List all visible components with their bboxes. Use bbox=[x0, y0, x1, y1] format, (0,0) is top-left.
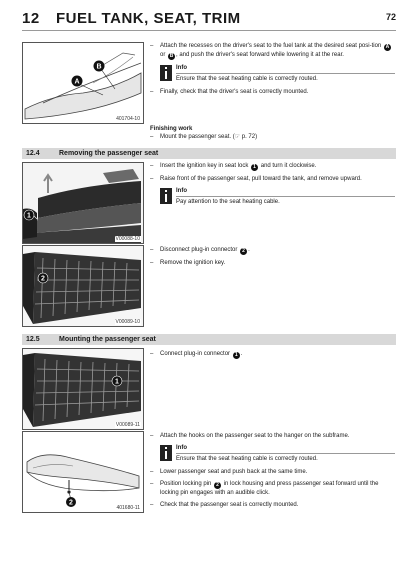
chapter-number: 12 bbox=[22, 10, 40, 27]
info-icon bbox=[160, 65, 172, 81]
info-box bbox=[160, 444, 395, 463]
info-icon bbox=[160, 188, 172, 204]
svg-text:2: 2 bbox=[41, 275, 45, 283]
figure-code: V00088-10 bbox=[115, 236, 140, 242]
section-header-12-5 bbox=[22, 334, 396, 345]
step: – Remove the ignition key. bbox=[150, 260, 226, 266]
header-divider bbox=[22, 30, 396, 31]
callout-1-badge: 1 bbox=[233, 352, 240, 359]
driver-seat-drawing bbox=[23, 43, 143, 123]
figure-code: V00089-11 bbox=[115, 422, 140, 428]
step: – Position locking pin 2 in lock housing and press passenger seat forward until the locking pin engages with an audible click. bbox=[150, 481, 379, 496]
step: – Connect plug-in connector 1 . bbox=[150, 351, 243, 358]
connect-plug-drawing bbox=[23, 349, 143, 429]
callout-1-badge: 1 bbox=[251, 164, 258, 171]
info-box bbox=[160, 64, 395, 83]
info-box bbox=[160, 187, 395, 206]
callout-2-badge: 2 bbox=[240, 248, 247, 255]
finishing-work bbox=[150, 125, 395, 145]
step: – Mount the passenger seat. (☞ p. 72) bbox=[150, 134, 258, 140]
callout-a-label: A bbox=[74, 78, 80, 86]
step: – Raise front of the passenger seat, pull toward the tank, and remove upward. bbox=[150, 176, 362, 182]
info-text: Pay attention to the seat heating cable. bbox=[176, 199, 280, 205]
seat-lock-drawing bbox=[23, 163, 143, 243]
step: – Disconnect plug-in connector 2 . bbox=[150, 247, 250, 254]
locking-pin-drawing bbox=[23, 432, 143, 512]
chapter-title: FUEL TANK, SEAT, TRIM bbox=[56, 10, 241, 27]
svg-text:1: 1 bbox=[115, 378, 119, 386]
callout-b-badge: B bbox=[169, 53, 174, 59]
finishing-work-title: Finishing work bbox=[150, 126, 193, 132]
mount-seat-instructions bbox=[150, 350, 395, 363]
callout-2-badge: 2 bbox=[214, 482, 221, 489]
page-header bbox=[22, 10, 396, 28]
driver-seat-instructions bbox=[150, 42, 395, 100]
section-number: 12.4 bbox=[26, 150, 40, 157]
figure-code: 401680-11 bbox=[116, 505, 140, 511]
section-title: Removing the passenger seat bbox=[59, 150, 159, 157]
remove-seat-instructions bbox=[150, 162, 395, 211]
figure-locking-pin bbox=[22, 431, 144, 513]
step: – Attach the recesses on the driver's seat to the fuel tank at the desired seat posi-tion A or B , and push the driver's seat forward while lowering it at the rear. bbox=[150, 43, 390, 59]
info-icon bbox=[160, 445, 172, 461]
info-title: Info bbox=[176, 445, 187, 451]
svg-text:2: 2 bbox=[69, 499, 73, 507]
page-number: 72 bbox=[385, 12, 396, 22]
figure-seat-lock bbox=[22, 162, 144, 244]
figure-driver-seat bbox=[22, 42, 144, 124]
callout-b-label: B bbox=[96, 63, 102, 71]
callout-a-badge: A bbox=[385, 44, 390, 50]
section-number: 12.5 bbox=[26, 336, 40, 343]
info-title: Info bbox=[176, 188, 187, 194]
mount-seat-instructions-2 bbox=[150, 432, 395, 513]
section-title: Mounting the passenger seat bbox=[59, 336, 156, 343]
step: – Lower passenger seat and push back at the same time. bbox=[150, 469, 308, 475]
step: – Check that the passenger seat is correctly mounted. bbox=[150, 502, 299, 508]
info-text: Ensure that the seat heating cable is correctly routed. bbox=[176, 76, 318, 82]
svg-text:1: 1 bbox=[27, 212, 31, 220]
plug-connector-drawing bbox=[23, 246, 143, 326]
figure-code: 401704-10 bbox=[116, 116, 140, 122]
figure-plug-connector bbox=[22, 245, 144, 327]
step: – Insert the ignition key in seat lock 1 and turn it clockwise. bbox=[150, 163, 317, 170]
remove-seat-instructions-2 bbox=[150, 246, 395, 271]
figure-code: V00089-10 bbox=[115, 319, 140, 325]
figure-connect-plug bbox=[22, 348, 144, 430]
section-header-12-4 bbox=[22, 148, 396, 159]
info-title: Info bbox=[176, 65, 187, 71]
step: – Finally, check that the driver's seat is correctly mounted. bbox=[150, 89, 309, 95]
info-text: Ensure that the seat heating cable is correctly routed. bbox=[176, 456, 318, 462]
step: – Attach the hooks on the passenger seat to the hanger on the subframe. bbox=[150, 433, 350, 439]
